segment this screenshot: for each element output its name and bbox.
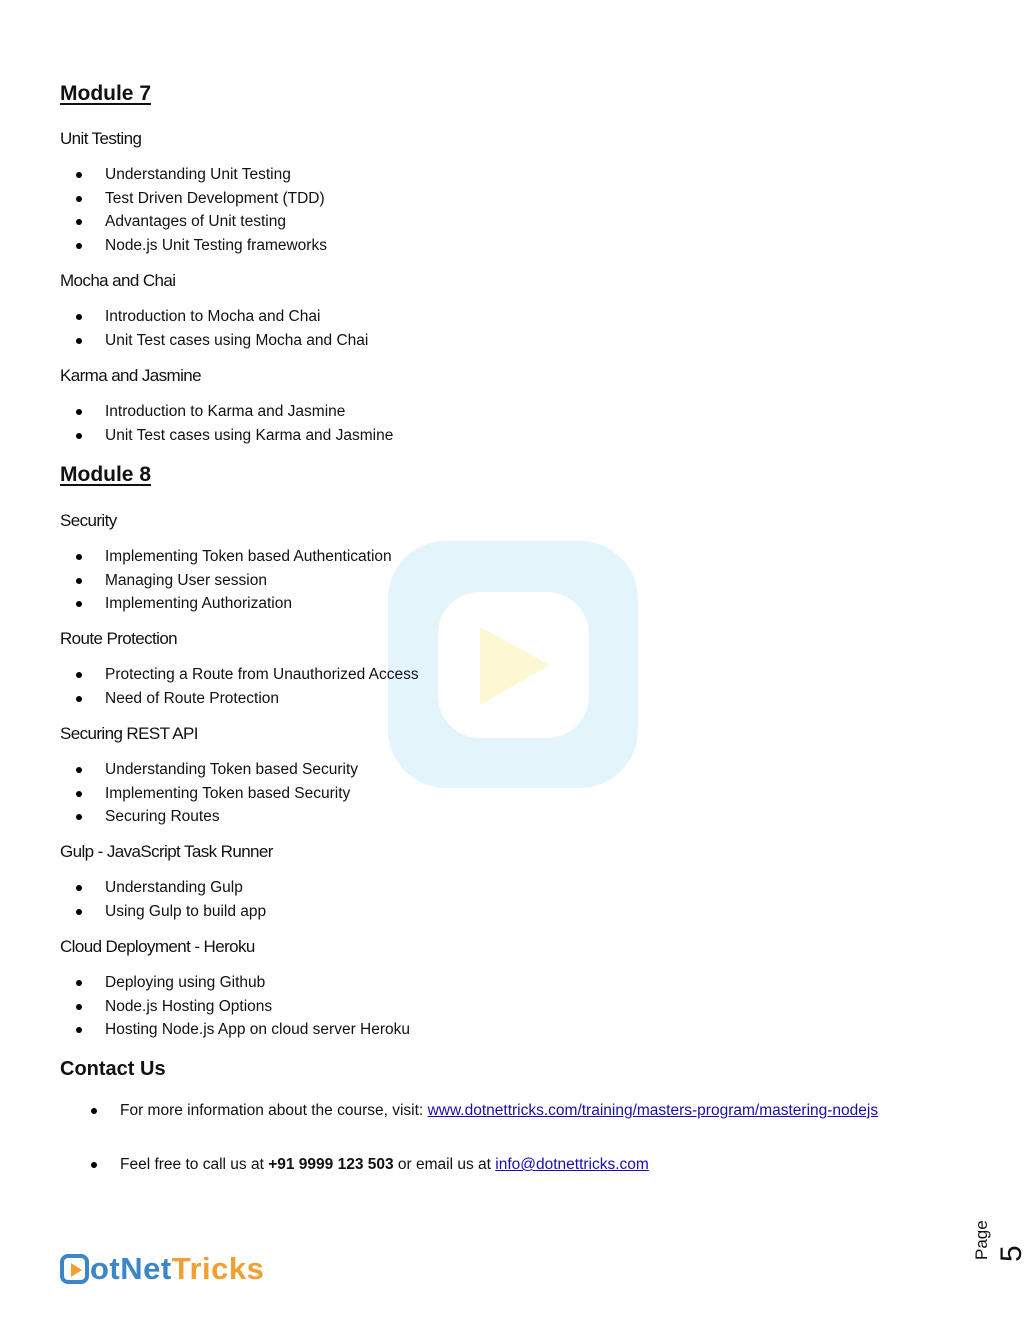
contact-title: Contact Us	[60, 1058, 166, 1080]
email-link[interactable]: info@dotnettricks.com	[495, 1156, 649, 1173]
section-title: Gulp - JavaScript Task Runner	[60, 842, 273, 861]
contact-email-text: or email us at	[393, 1156, 496, 1173]
list-item: Implementing Authorization	[60, 592, 392, 616]
section-title: Unit Testing	[60, 129, 142, 148]
section-title: Karma and Jasmine	[60, 366, 201, 385]
module-title: Module 8	[60, 463, 152, 486]
list-item: Understanding Gulp	[60, 876, 266, 900]
list-item: Protecting a Route from Unauthorized Access	[60, 663, 419, 687]
list-item: Implementing Token based Authentication	[60, 545, 392, 569]
list-item: Need of Route Protection	[60, 687, 419, 711]
list-item: Unit Test cases using Mocha and Chai	[60, 329, 368, 353]
course-link[interactable]: www.dotnettricks.com/training/masters-program/mastering-nodejs	[427, 1102, 879, 1119]
bullet-list	[60, 305, 368, 352]
bullet-list	[60, 400, 393, 447]
module-title: Module 7	[60, 82, 152, 105]
page-label: Page	[972, 1220, 991, 1260]
bullet-list	[60, 663, 419, 710]
list-item: Introduction to Karma and Jasmine	[60, 400, 393, 424]
list-item: Deploying using Github	[60, 971, 410, 995]
contact-call-text: Feel free to call us at	[120, 1156, 269, 1173]
page-number: 5	[995, 1245, 1028, 1262]
bullet-list	[60, 163, 327, 258]
list-item: Understanding Unit Testing	[60, 163, 327, 187]
list-item: Node.js Hosting Options	[60, 995, 410, 1019]
list-item: Hosting Node.js App on cloud server Heroku	[60, 1018, 410, 1042]
bullet-list	[60, 545, 392, 616]
list-item: Node.js Unit Testing frameworks	[60, 234, 327, 258]
logo-text-blue: otNet	[90, 1251, 172, 1286]
contact-info-text: For more information about the course, visit:	[120, 1102, 428, 1119]
list-item: Understanding Token based Security	[60, 758, 358, 782]
phone-number: +91 9999 123 503	[268, 1156, 394, 1173]
section-title: Cloud Deployment - Heroku	[60, 937, 255, 956]
section-title: Security	[60, 511, 117, 530]
contact-info-item	[120, 1098, 920, 1124]
section-title: Route Protection	[60, 629, 178, 648]
section-title: Mocha and Chai	[60, 271, 176, 290]
contact-call-item	[120, 1152, 920, 1178]
list-item: Managing User session	[60, 569, 392, 593]
list-item: Using Gulp to build app	[60, 900, 266, 924]
list-item: Implementing Token based Security	[60, 782, 358, 806]
watermark-logo	[388, 541, 638, 788]
list-item: Advantages of Unit testing	[60, 210, 327, 234]
bullet-list	[60, 876, 266, 923]
list-item: Unit Test cases using Karma and Jasmine	[60, 424, 393, 448]
logo-d-icon	[60, 1254, 89, 1284]
dotnettricks-logo	[60, 1249, 264, 1289]
bullet-list	[60, 971, 410, 1042]
list-item: Introduction to Mocha and Chai	[60, 305, 368, 329]
section-title: Securing REST API	[60, 724, 198, 743]
list-item: Securing Routes	[60, 805, 358, 829]
bullet-list	[60, 758, 358, 829]
list-item: Test Driven Development (TDD)	[60, 187, 327, 211]
logo-text-orange: Tricks	[171, 1251, 265, 1286]
